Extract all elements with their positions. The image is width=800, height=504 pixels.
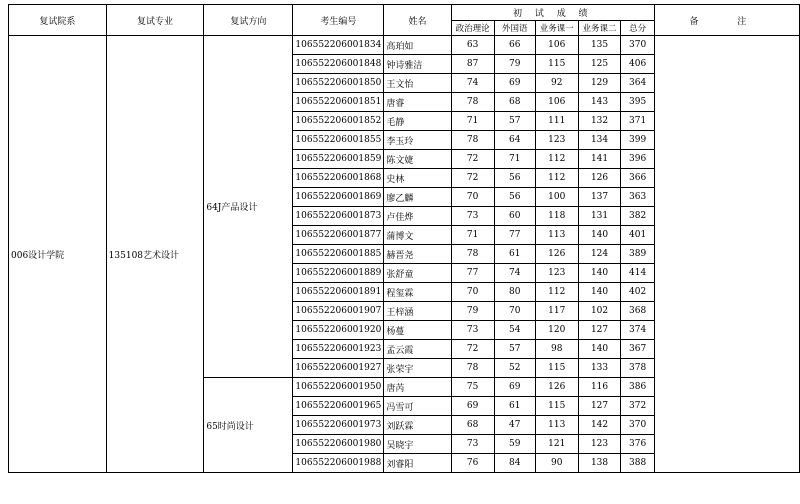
- politics-score-cell: 72: [451, 150, 494, 169]
- total-score-cell: 366: [621, 169, 654, 188]
- candidate-id-cell: 106552206001920: [293, 321, 384, 340]
- candidate-id-cell: 106552206001851: [293, 93, 384, 112]
- politics-score-cell: 74: [451, 74, 494, 93]
- course2-score-cell: 125: [578, 55, 621, 74]
- politics-score-cell: 78: [451, 245, 494, 264]
- foreign-language-score-cell: 60: [494, 207, 535, 226]
- name-cell: 史林: [384, 169, 451, 188]
- header-direction: 复试方向: [204, 5, 293, 36]
- header-major: 复试专业: [106, 5, 204, 36]
- course2-score-cell: 142: [578, 416, 621, 435]
- course1-score-cell: 126: [535, 245, 578, 264]
- total-score-cell: 374: [621, 321, 654, 340]
- name-cell: 赫晋尧: [384, 245, 451, 264]
- header-foreign-language: 外国语: [494, 21, 535, 36]
- foreign-language-score-cell: 56: [494, 188, 535, 207]
- name-cell: 孟云霞: [384, 340, 451, 359]
- candidate-id-cell: 106552206001907: [293, 302, 384, 321]
- course2-score-cell: 131: [578, 207, 621, 226]
- total-score-cell: 378: [621, 359, 654, 378]
- course1-score-cell: 118: [535, 207, 578, 226]
- politics-score-cell: 77: [451, 264, 494, 283]
- total-score-cell: 396: [621, 150, 654, 169]
- course2-score-cell: 129: [578, 74, 621, 93]
- table-body: [9, 36, 800, 473]
- course2-score-cell: 132: [578, 112, 621, 131]
- course2-score-cell: 116: [578, 378, 621, 397]
- foreign-language-score-cell: 71: [494, 150, 535, 169]
- candidate-id-cell: 106552206001850: [293, 74, 384, 93]
- header-prelim-scores: [451, 5, 654, 21]
- candidate-id-cell: 106552206001868: [293, 169, 384, 188]
- course2-score-cell: 134: [578, 131, 621, 150]
- name-cell: 刘睿阳: [384, 454, 451, 473]
- total-score-cell: 368: [621, 302, 654, 321]
- course1-score-cell: 90: [535, 454, 578, 473]
- course2-score-cell: 140: [578, 340, 621, 359]
- name-cell: 杨蔓: [384, 321, 451, 340]
- name-cell: 毛静: [384, 112, 451, 131]
- candidate-id-cell: 106552206001834: [293, 36, 384, 55]
- foreign-language-score-cell: 80: [494, 283, 535, 302]
- politics-score-cell: 71: [451, 226, 494, 245]
- total-score-cell: 376: [621, 435, 654, 454]
- name-cell: 陈文婕: [384, 150, 451, 169]
- foreign-language-score-cell: 84: [494, 454, 535, 473]
- department-cell: 006设计学院: [9, 36, 107, 473]
- header-name: 姓名: [384, 5, 451, 36]
- politics-score-cell: 73: [451, 207, 494, 226]
- total-score-cell: 414: [621, 264, 654, 283]
- politics-score-cell: 71: [451, 112, 494, 131]
- politics-score-cell: 75: [451, 378, 494, 397]
- name-cell: 王梓涵: [384, 302, 451, 321]
- total-score-cell: 389: [621, 245, 654, 264]
- table-header: [9, 5, 800, 36]
- candidate-id-cell: 106552206001855: [293, 131, 384, 150]
- total-score-cell: 371: [621, 112, 654, 131]
- candidate-id-cell: 106552206001848: [293, 55, 384, 74]
- header-prelim-scores-label: 初 试 成 绩: [512, 9, 593, 19]
- politics-score-cell: 79: [451, 302, 494, 321]
- course1-score-cell: 106: [535, 36, 578, 55]
- header-department: 复试院系: [9, 5, 107, 36]
- foreign-language-score-cell: 79: [494, 55, 535, 74]
- course1-score-cell: 111: [535, 112, 578, 131]
- name-cell: 冯雪可: [384, 397, 451, 416]
- politics-score-cell: 69: [451, 397, 494, 416]
- course1-score-cell: 112: [535, 283, 578, 302]
- course2-score-cell: 140: [578, 226, 621, 245]
- candidate-id-cell: 106552206001852: [293, 112, 384, 131]
- course2-score-cell: 127: [578, 321, 621, 340]
- name-cell: 钟诗雅洁: [384, 55, 451, 74]
- total-score-cell: 395: [621, 93, 654, 112]
- politics-score-cell: 78: [451, 93, 494, 112]
- total-score-cell: 370: [621, 36, 654, 55]
- candidate-id-cell: 106552206001950: [293, 378, 384, 397]
- foreign-language-score-cell: 77: [494, 226, 535, 245]
- foreign-language-score-cell: 74: [494, 264, 535, 283]
- candidate-id-cell: 106552206001980: [293, 435, 384, 454]
- total-score-cell: 370: [621, 416, 654, 435]
- candidate-id-cell: 106552206001885: [293, 245, 384, 264]
- course2-score-cell: 141: [578, 150, 621, 169]
- course2-score-cell: 123: [578, 435, 621, 454]
- table-row: [9, 36, 800, 55]
- header-politics: 政治理论: [451, 21, 494, 36]
- course1-score-cell: 120: [535, 321, 578, 340]
- course1-score-cell: 117: [535, 302, 578, 321]
- candidate-id-cell: 106552206001869: [293, 188, 384, 207]
- foreign-language-score-cell: 59: [494, 435, 535, 454]
- course1-score-cell: 112: [535, 169, 578, 188]
- foreign-language-score-cell: 66: [494, 36, 535, 55]
- candidate-id-cell: 106552206001973: [293, 416, 384, 435]
- foreign-language-score-cell: 64: [494, 131, 535, 150]
- candidate-id-cell: 106552206001923: [293, 340, 384, 359]
- name-cell: 蒲博文: [384, 226, 451, 245]
- course1-score-cell: 123: [535, 264, 578, 283]
- politics-score-cell: 72: [451, 169, 494, 188]
- course2-score-cell: 124: [578, 245, 621, 264]
- total-score-cell: 399: [621, 131, 654, 150]
- foreign-language-score-cell: 61: [494, 245, 535, 264]
- course1-score-cell: 115: [535, 359, 578, 378]
- foreign-language-score-cell: 69: [494, 74, 535, 93]
- course2-score-cell: 133: [578, 359, 621, 378]
- name-cell: 李玉玲: [384, 131, 451, 150]
- total-score-cell: 386: [621, 378, 654, 397]
- foreign-language-score-cell: 61: [494, 397, 535, 416]
- course1-score-cell: 115: [535, 397, 578, 416]
- politics-score-cell: 76: [451, 454, 494, 473]
- course1-score-cell: 113: [535, 226, 578, 245]
- foreign-language-score-cell: 56: [494, 169, 535, 188]
- direction-cell: 65时尚设计: [204, 378, 293, 473]
- candidate-id-cell: 106552206001965: [293, 397, 384, 416]
- politics-score-cell: 70: [451, 283, 494, 302]
- score-table: [8, 4, 800, 473]
- course1-score-cell: 121: [535, 435, 578, 454]
- header-total: 总分: [621, 21, 654, 36]
- course1-score-cell: 98: [535, 340, 578, 359]
- candidate-id-cell: 106552206001988: [293, 454, 384, 473]
- name-cell: 高珀如: [384, 36, 451, 55]
- politics-score-cell: 78: [451, 359, 494, 378]
- total-score-cell: 401: [621, 226, 654, 245]
- candidate-id-cell: 106552206001927: [293, 359, 384, 378]
- total-score-cell: 364: [621, 74, 654, 93]
- name-cell: 唐芮: [384, 378, 451, 397]
- politics-score-cell: 70: [451, 188, 494, 207]
- total-score-cell: 363: [621, 188, 654, 207]
- name-cell: 张荣宇: [384, 359, 451, 378]
- course2-score-cell: 126: [578, 169, 621, 188]
- foreign-language-score-cell: 70: [494, 302, 535, 321]
- candidate-id-cell: 106552206001859: [293, 150, 384, 169]
- candidate-id-cell: 106552206001877: [293, 226, 384, 245]
- total-score-cell: 406: [621, 55, 654, 74]
- name-cell: 程玺霖: [384, 283, 451, 302]
- name-cell: 刘跃霖: [384, 416, 451, 435]
- politics-score-cell: 63: [451, 36, 494, 55]
- course1-score-cell: 106: [535, 93, 578, 112]
- foreign-language-score-cell: 47: [494, 416, 535, 435]
- foreign-language-score-cell: 57: [494, 112, 535, 131]
- course1-score-cell: 113: [535, 416, 578, 435]
- course1-score-cell: 112: [535, 150, 578, 169]
- name-cell: 张舒童: [384, 264, 451, 283]
- header-candidate-id: 考生编号: [293, 5, 384, 36]
- course1-score-cell: 92: [535, 74, 578, 93]
- name-cell: 卢佳烨: [384, 207, 451, 226]
- politics-score-cell: 73: [451, 435, 494, 454]
- candidate-id-cell: 106552206001889: [293, 264, 384, 283]
- foreign-language-score-cell: 52: [494, 359, 535, 378]
- course2-score-cell: 143: [578, 93, 621, 112]
- course1-score-cell: 115: [535, 55, 578, 74]
- name-cell: 王文怡: [384, 74, 451, 93]
- name-cell: 廖乙麟: [384, 188, 451, 207]
- politics-score-cell: 78: [451, 131, 494, 150]
- total-score-cell: 402: [621, 283, 654, 302]
- header-course1: 业务课一: [535, 21, 578, 36]
- politics-score-cell: 68: [451, 416, 494, 435]
- header-remarks: [654, 5, 799, 36]
- course2-score-cell: 140: [578, 264, 621, 283]
- foreign-language-score-cell: 57: [494, 340, 535, 359]
- major-cell: 135108艺术设计: [106, 36, 204, 473]
- foreign-language-score-cell: 69: [494, 378, 535, 397]
- name-cell: 吴晓宇: [384, 435, 451, 454]
- total-score-cell: 388: [621, 454, 654, 473]
- remarks-cell: [654, 36, 799, 473]
- politics-score-cell: 72: [451, 340, 494, 359]
- foreign-language-score-cell: 68: [494, 93, 535, 112]
- course2-score-cell: 102: [578, 302, 621, 321]
- course2-score-cell: 135: [578, 36, 621, 55]
- politics-score-cell: 87: [451, 55, 494, 74]
- candidate-id-cell: 106552206001891: [293, 283, 384, 302]
- course2-score-cell: 137: [578, 188, 621, 207]
- course2-score-cell: 138: [578, 454, 621, 473]
- course1-score-cell: 100: [535, 188, 578, 207]
- politics-score-cell: 73: [451, 321, 494, 340]
- header-remarks-label: 备 注: [689, 16, 765, 27]
- direction-cell: 64J产品设计: [204, 36, 293, 378]
- total-score-cell: 367: [621, 340, 654, 359]
- name-cell: 唐睿: [384, 93, 451, 112]
- course1-score-cell: 123: [535, 131, 578, 150]
- total-score-cell: 372: [621, 397, 654, 416]
- course1-score-cell: 126: [535, 378, 578, 397]
- course2-score-cell: 140: [578, 283, 621, 302]
- foreign-language-score-cell: 54: [494, 321, 535, 340]
- candidate-id-cell: 106552206001873: [293, 207, 384, 226]
- course2-score-cell: 127: [578, 397, 621, 416]
- total-score-cell: 382: [621, 207, 654, 226]
- header-course2: 业务课二: [578, 21, 621, 36]
